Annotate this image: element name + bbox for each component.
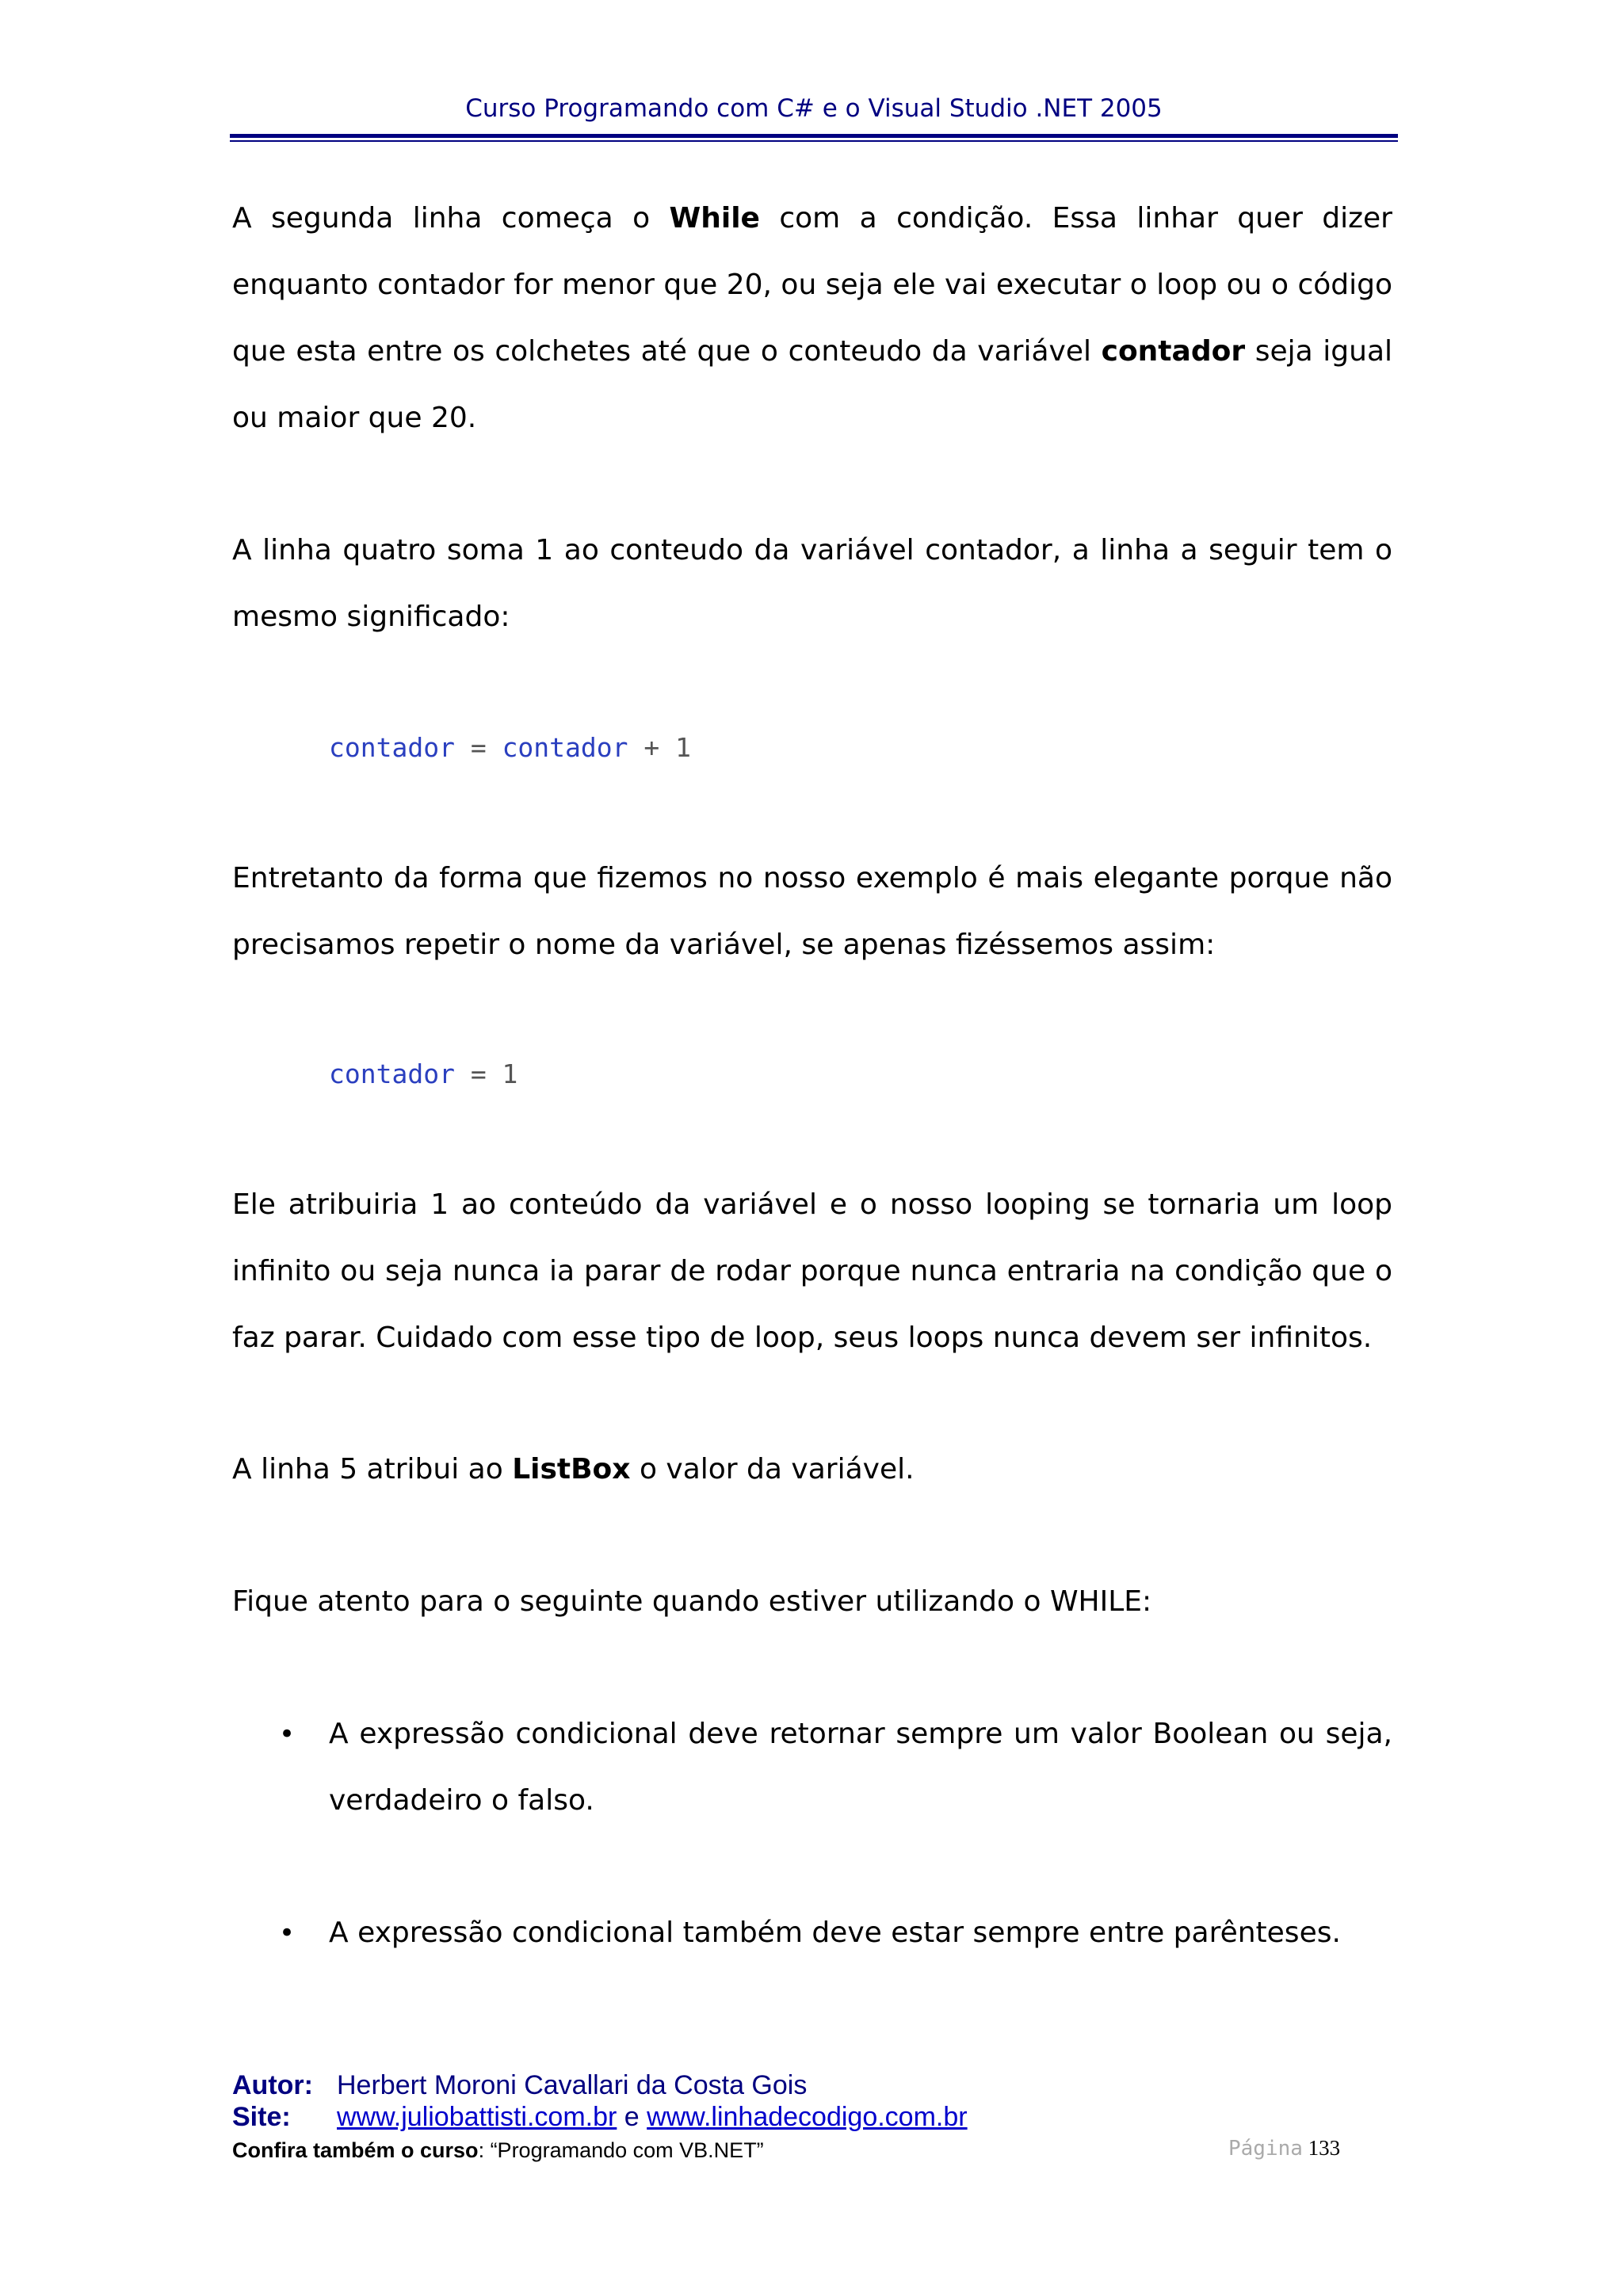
page-header-title: Curso Programando com C# e o Visual Studio .NET 2005 bbox=[465, 94, 1163, 123]
page-number bbox=[1228, 2136, 1340, 2161]
header-rule-thin bbox=[230, 140, 1398, 142]
footer-link-separator: e bbox=[617, 2102, 647, 2132]
paragraph-listbox: A linha 5 atribui ao ListBox o valor da variável. bbox=[232, 1453, 915, 1486]
footer-link-juliobattisti[interactable]: www.juliobattisti.com.br bbox=[337, 2102, 617, 2132]
keyword-contador: contador bbox=[1101, 335, 1246, 368]
paragraph-fique-atento: Fique atento para o seguinte quando estiver utilizando o WHILE: bbox=[232, 1585, 1152, 1618]
footer-author-name: Herbert Moroni Cavallari da Costa Gois bbox=[337, 2070, 808, 2100]
header-rule-thick bbox=[230, 134, 1398, 138]
keyword-while: While bbox=[669, 202, 760, 235]
footer-confira-label: Confira também o curso bbox=[232, 2138, 479, 2162]
bullet-icon: • bbox=[279, 1718, 296, 1750]
paragraph-linha-quatro: A linha quatro soma 1 ao conteudo da variável contador, a linha a seguir tem o mesmo significado: bbox=[232, 534, 1392, 633]
paragraph-entretanto: Entretanto da forma que fizemos no nosso exemplo é mais elegante porque não precisamos repetir o nome da variável, se apenas fizéssemos assim: bbox=[232, 862, 1392, 961]
code-snippet-increment: contador = contador + 1 bbox=[329, 732, 691, 763]
page-word-label: Página bbox=[1228, 2137, 1303, 2161]
footer-confira bbox=[232, 2138, 764, 2163]
footer-site-label: Site: bbox=[232, 2102, 291, 2132]
footer-author-label: Autor: bbox=[232, 2070, 313, 2100]
footer-site-row bbox=[232, 2101, 968, 2133]
paragraph-loop-infinito: Ele atribuiria 1 ao conteúdo da variável e o nosso looping se tornaria um loop infinito ou seja nunca ia parar de rodar porque nunca entraria na condição que o faz parar. Cuidado com esse tipo de loop, seus loops nunca devem ser infinitos. bbox=[232, 1188, 1392, 1354]
paragraph-while-condition: A segunda linha começa o While com a condição. Essa linhar quer dizer enquanto contador for menor que 20, ou seja ele vai executar o loop ou o código que esta entre os colchetes até que o conteudo da variável contador seja igual ou maior que 20. bbox=[232, 202, 1393, 434]
list-item-text: A expressão condicional deve retornar sempre um valor Boolean ou seja, verdadeiro o falso. bbox=[329, 1718, 1392, 1817]
keyword-listbox: ListBox bbox=[512, 1453, 631, 1486]
footer-confira-text: : “Programando com VB.NET” bbox=[478, 2138, 764, 2162]
list-item-text: A expressão condicional também deve estar sempre entre parênteses. bbox=[329, 1917, 1341, 1949]
page-number-value: 133 bbox=[1308, 2136, 1341, 2160]
footer-author-row bbox=[232, 2069, 807, 2101]
code-snippet-assign: contador = 1 bbox=[329, 1058, 518, 1089]
bullet-icon: • bbox=[279, 1917, 296, 1949]
footer-link-linhadecodigo[interactable]: www.linhadecodigo.com.br bbox=[647, 2102, 968, 2132]
